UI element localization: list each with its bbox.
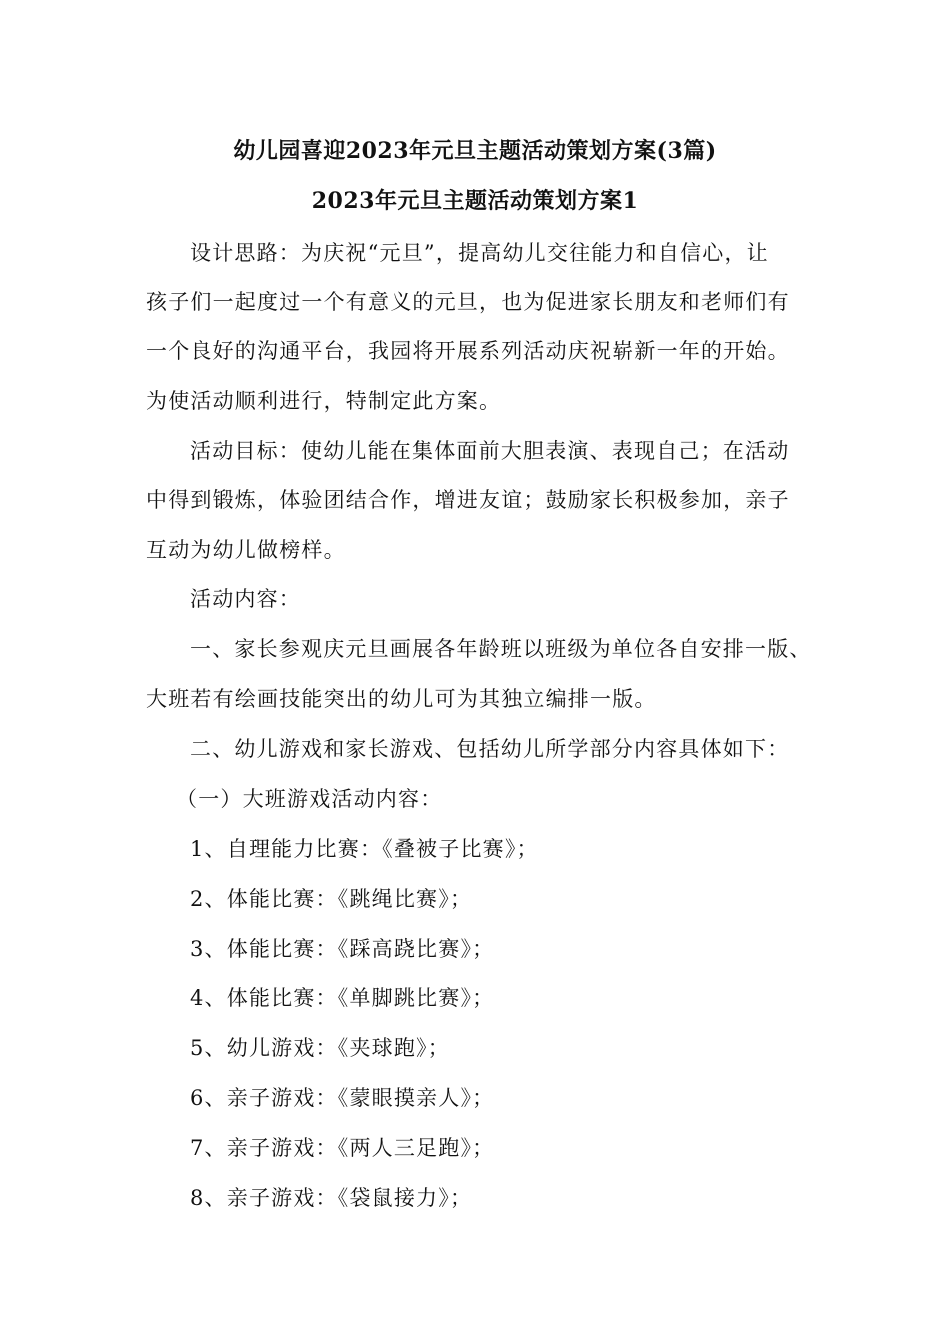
paragraph-line: （一）大班游戏活动内容： (176, 787, 443, 811)
list-item: 7、亲子游戏：《两人三足跑》； (190, 1136, 495, 1160)
list-item: 6、亲子游戏：《蒙眼摸亲人》； (190, 1086, 495, 1110)
list-item: 3、体能比赛：《踩高跷比赛》； (190, 937, 495, 961)
paragraph-line: 互动为幼儿做榜样。 (146, 538, 346, 562)
paragraph-line: 大班若有绘画技能突出的幼儿可为其独立编排一版。 (146, 687, 657, 711)
list-item: 1、自理能力比赛：《叠被子比赛》； (190, 837, 539, 861)
list-item: 4、体能比赛：《单脚跳比赛》； (190, 986, 495, 1010)
document-title: 幼儿园喜迎2023年元旦主题活动策划方案(3篇) (233, 138, 717, 164)
paragraph-line: 设计思路：为庆祝“元旦”，提高幼儿交往能力和自信心，让 (190, 241, 769, 265)
paragraph-line: 一个良好的沟通平台，我园将开展系列活动庆祝崭新一年的开始。 (146, 339, 790, 363)
list-item: 8、亲子游戏：《袋鼠接力》； (190, 1186, 473, 1210)
paragraph-line: 一、家长参观庆元旦画展各年龄班以班级为单位各自安排一版、 (190, 637, 812, 661)
paragraph-line: 二、幼儿游戏和家长游戏、包括幼儿所学部分内容具体如下： (190, 737, 790, 761)
paragraph-line: 中得到锻炼，体验团结合作，增进友谊；鼓励家长积极参加，亲子 (146, 488, 790, 512)
list-item: 5、幼儿游戏：《夹球跑》； (190, 1036, 450, 1060)
document-subtitle: 2023年元旦主题活动策划方案1 (311, 188, 639, 214)
paragraph-line: 活动目标：使幼儿能在集体面前大胆表演、表现自己；在活动 (190, 439, 790, 463)
paragraph-line: 活动内容： (190, 587, 301, 611)
paragraph-line: 孩子们一起度过一个有意义的元旦，也为促进家长朋友和老师们有 (146, 290, 790, 314)
list-item: 2、体能比赛：《跳绳比赛》； (190, 887, 473, 911)
paragraph-line: 为使活动顺利进行，特制定此方案。 (146, 389, 502, 413)
